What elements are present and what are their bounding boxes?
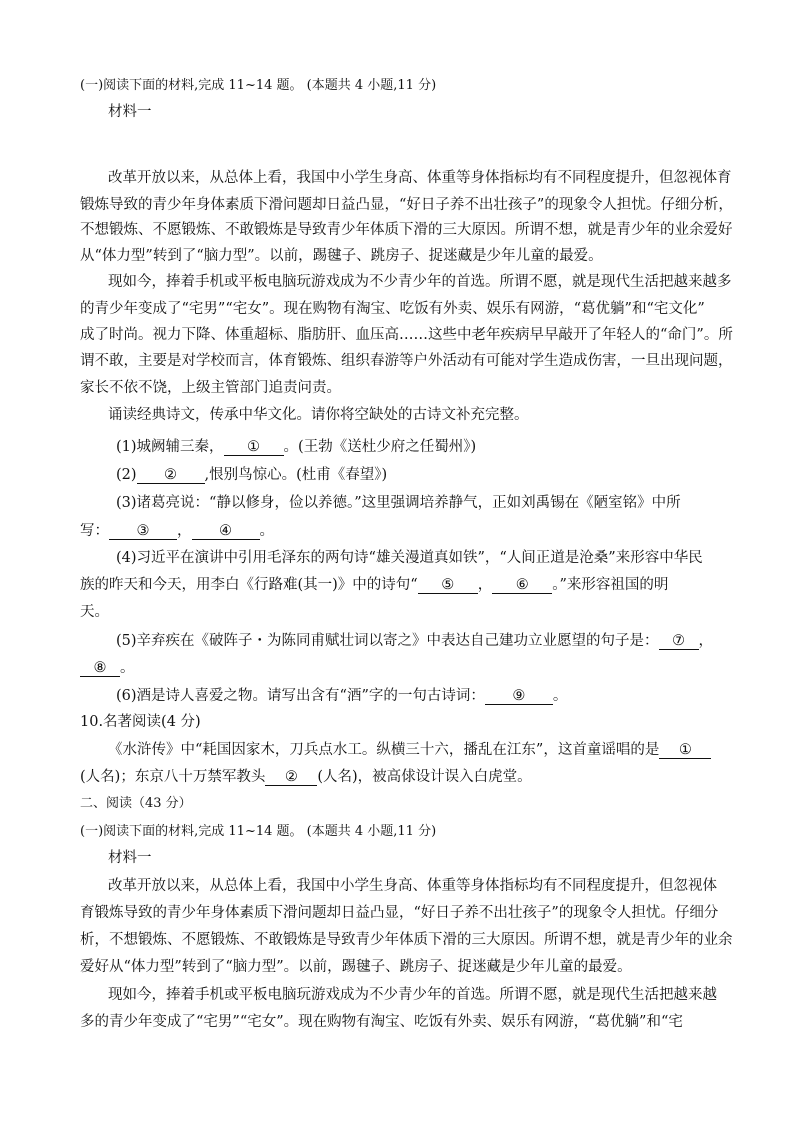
answer-blank: ② <box>265 769 317 786</box>
question-3: (3)诸葛亮说：“静以修身，俭以养德。”这里强调培养静气，正如刘禹锡在《陋室铭》中所 <box>116 495 681 511</box>
paragraph-line: 爱好从“体力型”转到了“脑力型”。以前，踢毽子、跳房子、捉迷藏是少年儿童的最爱。 <box>80 959 632 975</box>
question-10-heading: 10.名著阅读(4 分) <box>80 714 201 730</box>
paragraph-line: 不想锻炼、不愿锻炼、不敢锻炼是导致青少年体质下滑的三大原因。所谓不想，就是青少年的业余爱好 <box>80 222 733 238</box>
paragraph-line: 多的青少年变成了“宅男”“宅女”。现在购物有淘宝、吃饭有外卖、娱乐有网游，“葛优躺”和“宅 <box>80 1014 683 1030</box>
answer-blank: ⑦ <box>659 633 699 650</box>
question-4: (4)习近平在演讲中引用毛泽东的两句诗“雄关漫道真如铁”，“人间正道是沧桑”来形容中华民 <box>116 550 703 566</box>
question-5-line2: ⑧ 。 <box>80 658 135 678</box>
section-heading: 二、阅读（43 分） <box>80 796 192 811</box>
paragraph-line: 育锻炼导致的青少年身体素质下滑问题却日益凸显，“好日子养不出壮孩子”的现象令人担忧。仔细分 <box>80 905 719 921</box>
paragraph-line: 现如今，捧着手机或平板电脑玩游戏成为不少青少年的首选。所谓不愿，就是现代生活把越来越 <box>108 987 717 1003</box>
section-heading: (一)阅读下面的材料,完成 11~14 题。 (本题共 4 小题,11 分) <box>80 824 437 839</box>
question-10-line2: (人名)；东京八十万禁军教头 ② (人名)，被高俅设计误入白虎堂。 <box>80 769 532 785</box>
paragraph-line: 现如今，捧着手机或平板电脑玩游戏成为不少青少年的首选。所谓不愿，就是现代生活把越来越多 <box>108 274 732 290</box>
paragraph-line: 的青少年变成了“宅男”“宅女”。现在购物有淘宝、吃饭有外卖、娱乐有网游，“葛优躺”和“宅文化” <box>80 301 705 317</box>
answer-blank: ⑤ <box>418 577 478 594</box>
paragraph-line: 从“体力型”转到了“脑力型”。以前，踢毽子、跳房子、捉迷藏是少年儿童的最爱。 <box>80 248 603 264</box>
answer-blank: ⑥ <box>492 577 552 594</box>
paragraph-line: 改革开放以来，从总体上看，我国中小学生身高、体重等身体指标均有不同程度提升，但忽视体育 <box>108 170 732 186</box>
question-4-line3: 天。 <box>80 604 109 620</box>
answer-blank: ③ <box>109 523 177 540</box>
answer-blank: ① <box>224 439 284 456</box>
question-10-line1: 《水浒传》中“耗国因家木，刀兵点水工。纵横三十六，播乱在江东”，这首童谣唱的是 ① <box>108 740 711 760</box>
answer-blank: ⑧ <box>80 660 120 677</box>
paragraph-line: 析，不想锻炼、不愿锻炼、不敢锻炼是导致青少年体质下滑的三大原因。所谓不想，就是青少年的业余 <box>80 932 733 948</box>
answer-blank: ① <box>659 742 711 759</box>
question-3-answers: 写： ③ ， ④ 。 <box>80 523 274 539</box>
question-4-line2: 族的昨天和今天，用李白《行路难(其一)》中的诗句“ ⑤ ， ⑥ 。”来形容祖国的明 <box>80 577 669 593</box>
answer-blank: ⑨ <box>485 688 553 705</box>
answer-blank: ④ <box>192 523 260 540</box>
question-6: (6)酒是诗人喜爱之物。请写出含有“酒”字的一句古诗词： ⑨ 。 <box>116 688 568 704</box>
paragraph-line: 改革开放以来，从总体上看，我国中小学生身高、体重等身体指标均有不同程度提升，但忽视体 <box>108 878 717 894</box>
question-1: (1)城阙辅三秦， ① 。(王勃《送杜少府之任蜀州》) <box>116 439 477 455</box>
paragraph-line: 家长不依不饶，上级主管部门追责问责。 <box>80 380 341 396</box>
material-label: 材料一 <box>108 104 152 120</box>
question-instruction: 诵读经典诗文，传承中华文化。请你将空缺处的古诗文补充完整。 <box>108 407 529 423</box>
paragraph-line: 成了时尚。视力下降、体重超标、脂肪肝、血压高……这些中老年疾病早早敲开了年轻人的“命门”。所 <box>80 327 733 343</box>
paragraph-line: 锻炼导致的青少年身体素质下滑问题却日益凸显，“好日子养不出壮孩子”的现象令人担忧。仔细分析， <box>80 197 733 213</box>
question-2: (2) ② ,恨别鸟惊心。(杜甫《春望》) <box>116 467 388 483</box>
answer-blank: ② <box>137 467 205 484</box>
material-label: 材料一 <box>108 850 152 866</box>
question-5: (5)辛弃疾在《破阵子・为陈同甫赋壮词以寄之》中表达自己建功立业愿望的句子是： ⑦ ， <box>116 633 714 649</box>
section-heading: (一)阅读下面的材料,完成 11~14 题。 (本题共 4 小题,11 分) <box>80 78 437 93</box>
paragraph-line: 谓不敢，主要是对学校而言，体育锻炼、组织春游等户外活动有可能对学生造成伤害，一旦出现问题， <box>80 353 733 369</box>
